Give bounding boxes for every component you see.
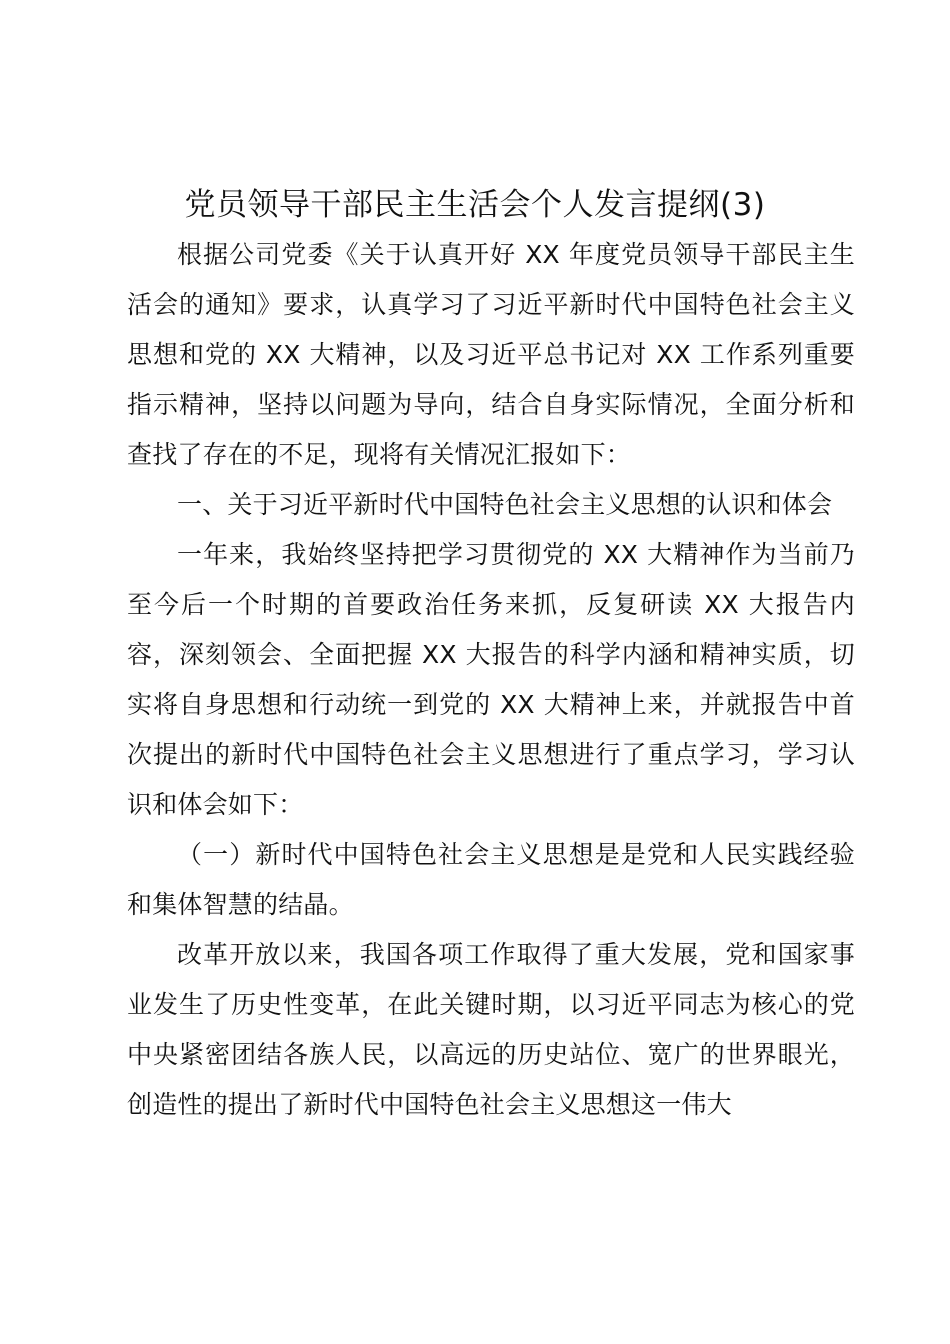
subsection-heading-1: （一）新时代中国特色社会主义思想是是党和人民实践经验和集体智慧的结晶。 <box>127 840 855 919</box>
section-heading-1: 一、关于习近平新时代中国特色社会主义思想的认识和体会 <box>177 490 833 519</box>
intro-paragraph: 根据公司党委《关于认真开好 XX 年度党员领导干部民主生活会的通知》要求，认真学习了习近平新时代中国特色社会主义思想和党的 XX 大精神，以及习近平总书记对 XX 工作系列重要指示精神，坚持以问题为导向，结合自身实际情况，全面分析和查找了存在的不足，现将有关情况汇报如下： <box>127 240 855 469</box>
body-paragraph: 改革开放以来，我国各项工作取得了重大发展，党和国家事业发生了历史性变革，在此关键时期，以习近平同志为核心的党中央紧密团结各族人民，以高远的历史站位、宽广的世界眼光，创造性的提出了新时代中国特色社会主义思想这一伟大 <box>127 940 855 1119</box>
document-body <box>127 230 855 1130</box>
body-paragraph: 一年来，我始终坚持把学习贯彻党的 XX 大精神作为当前乃至今后一个时期的首要政治任务来抓，反复研读 XX 大报告内容，深刻领会、全面把握 XX 大报告的科学内涵和精神实质，切实将自身思想和行动统一到党的 XX 大精神上来，并就报告中首次提出的新时代中国特色社会主义思想进行了重点学习，学习认识和体会如下： <box>127 540 855 819</box>
document-title: 党员领导干部民主生活会个人发言提纲(3) <box>184 187 766 223</box>
